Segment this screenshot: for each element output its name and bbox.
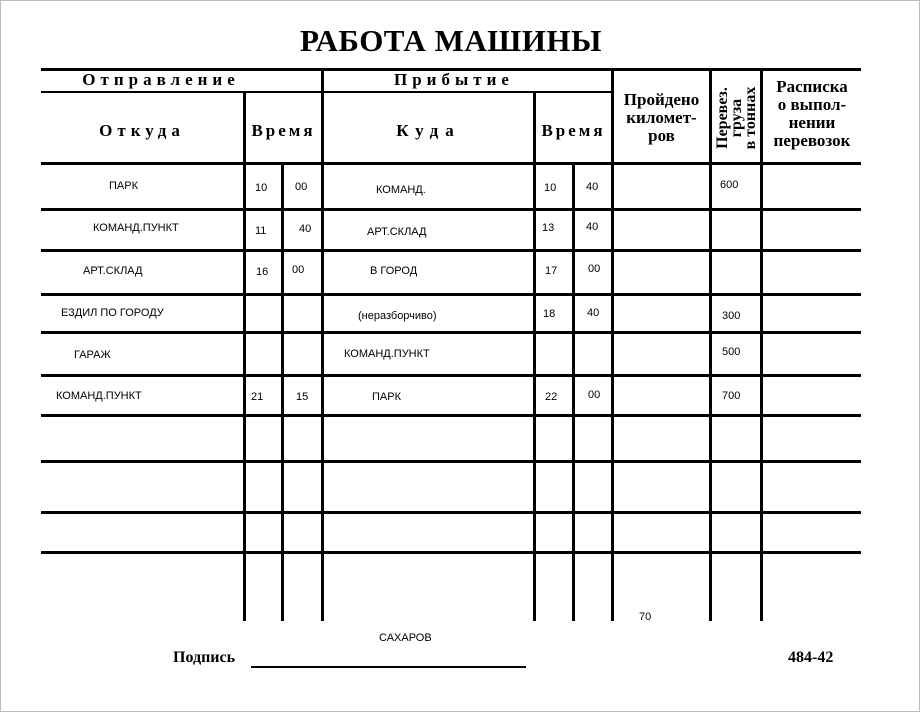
row6-cargo: 700 [722,390,741,402]
header-km-line3: ров [648,126,675,145]
col-sep-to-time [533,93,536,621]
row1-dep-hour: 10 [255,182,268,194]
form-number: 484-42 [788,649,834,666]
header-arrival: Прибытие [394,70,514,89]
header-receipt-line3: нении [788,113,836,132]
rule-row-9 [41,551,861,554]
header-receipt-line4: перевозок [773,131,851,150]
row6-arr-min: 00 [588,389,601,401]
row5-cargo: 500 [722,346,741,358]
header-receipt-line1: Расписка [776,77,848,96]
row1-arr-min: 40 [586,181,599,193]
row6-arr-hour: 22 [545,391,558,403]
signature-label: Подпись [173,649,236,666]
header-departure: Отправление [82,70,240,89]
row3-to: В ГОРОД [370,265,418,277]
row6-dep-min: 15 [296,391,309,403]
rule-row-2 [41,249,861,252]
row2-to: АРТ.СКЛАД [367,226,427,238]
rule-row-1 [41,208,861,211]
header-cargo-line3: в тоннах [742,86,759,150]
row1-cargo: 600 [720,179,739,191]
row4-arr-min: 40 [587,307,600,319]
rule-row-5 [41,374,861,377]
rule-group-header [41,91,613,93]
row1-to: КОМАНД. [376,184,426,196]
col-sep-dep-hm [281,162,284,621]
document-title: РАБОТА МАШИНЫ [300,23,602,58]
header-km-line2: километ- [626,108,697,127]
row4-arr-hour: 18 [543,308,556,320]
signature-line [251,666,526,668]
header-cargo-line2: груза [728,98,745,138]
row5-to: КОМАНД.ПУНКТ [344,348,430,360]
rule-header-bottom [41,162,861,165]
header-cargo [714,75,760,161]
header-time-departure: Время [251,121,316,140]
rule-row-8 [41,511,861,514]
total-km: 70 [639,611,652,623]
header-receipt-line2: о выпол- [777,95,847,114]
row6-to: ПАРК [372,391,401,403]
col-sep-from-time [243,93,246,621]
row1-dep-min: 00 [295,181,308,193]
row5-from: ГАРАЖ [74,349,111,361]
row2-arr-min: 40 [586,221,599,233]
row3-arr-hour: 17 [545,265,558,277]
header-km [614,91,709,145]
rule-row-6 [41,414,861,417]
row4-cargo: 300 [722,310,741,322]
header-time-arrival: Время [541,121,606,140]
row3-from: АРТ.СКЛАД [83,265,143,277]
row2-arr-hour: 13 [542,222,555,234]
header-from: Откуда [99,121,185,140]
col-sep-km-cargo [709,68,712,621]
col-sep-arrival-km [611,68,614,621]
col-sep-departure-arrival [321,68,324,621]
header-to: Куда [396,121,461,140]
row6-from: КОМАНД.ПУНКТ [56,390,142,402]
rule-row-7 [41,460,861,463]
row2-from: КОМАНД.ПУНКТ [93,222,179,234]
row1-arr-hour: 10 [544,182,557,194]
rule-row-3 [41,293,861,296]
row6-dep-hour: 21 [251,391,264,403]
rule-row-4 [41,331,861,334]
row4-from: ЕЗДИЛ ПО ГОРОДУ [61,307,164,319]
signature-name: САХАРОВ [379,632,432,644]
row4-to: (неразборчиво) [358,310,437,322]
col-sep-cargo-receipt [760,68,763,621]
row2-dep-hour: 11 [255,225,267,237]
col-sep-arr-hm [572,162,575,621]
header-cargo-line1: Перевез. [714,87,731,149]
row1-from: ПАРК [109,180,138,192]
row3-arr-min: 00 [588,263,601,275]
row3-dep-min: 00 [292,264,305,276]
row3-dep-hour: 16 [256,266,269,278]
header-km-line1: Пройдено [623,90,700,109]
header-receipt [763,78,861,150]
row2-dep-min: 40 [299,223,312,235]
